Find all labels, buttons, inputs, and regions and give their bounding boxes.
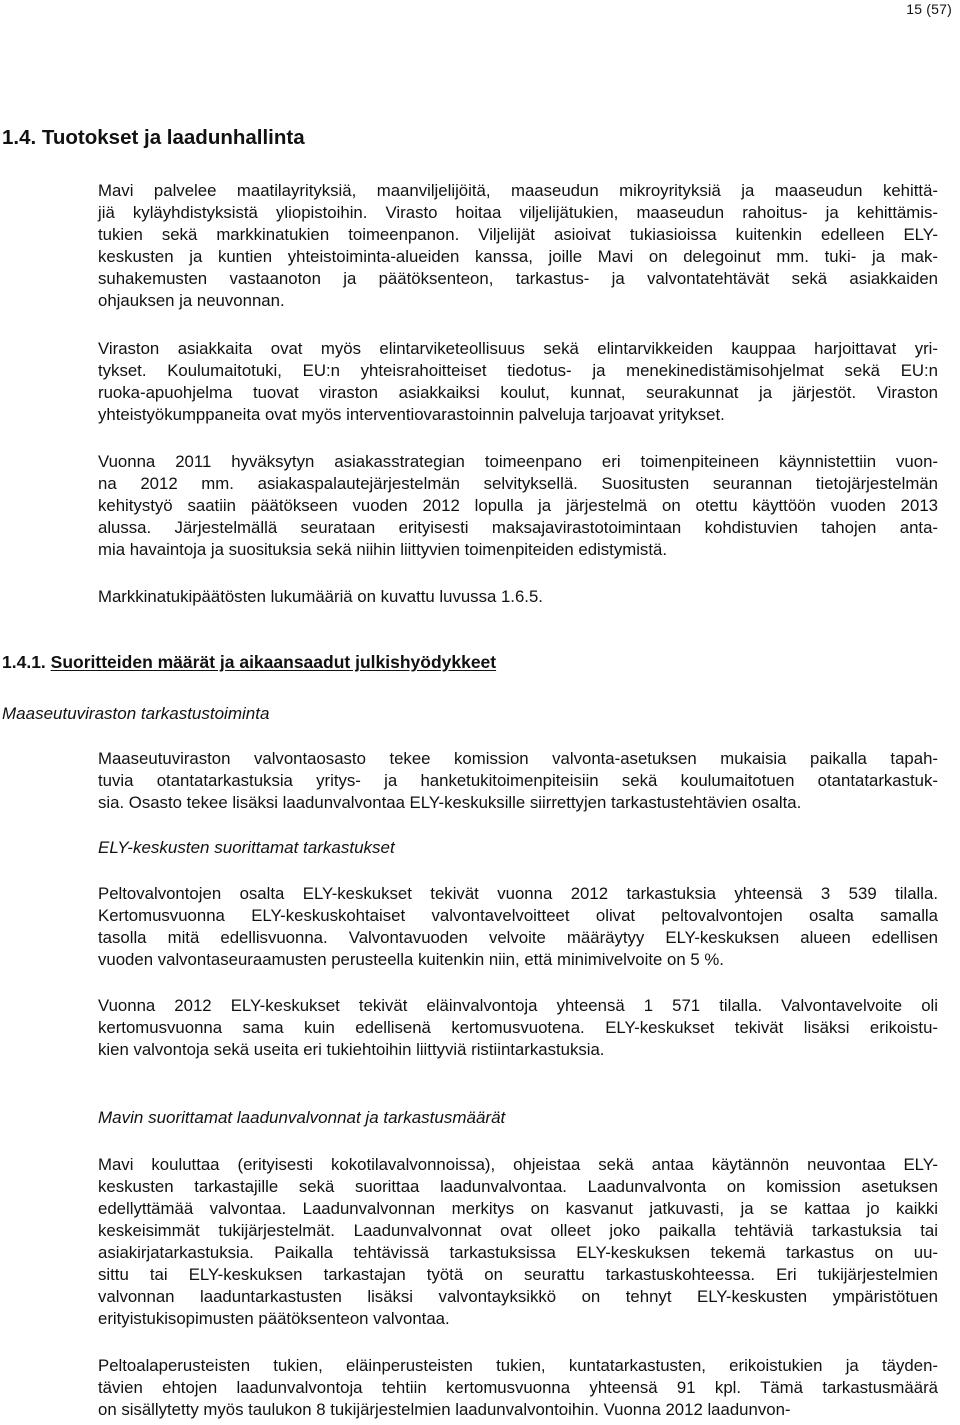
text-line: Vuonna 2011 hyväksytyn asiakasstrategian toimeenpano eri toimenpiteineen käynnistettiin vuon-: [98, 452, 938, 471]
text-line: keskeisimmät tukijärjestelmät. Laadunvalvonnat ovat olleet joko paikalla tehtäviä tarkastuksia tai: [98, 1221, 938, 1240]
text-line: erityistukisopimusten päätöksenteon valvontaa.: [98, 1309, 450, 1328]
text-line: Mavi kouluttaa (erityisesti kokotilavalvonnoissa), ohjeistaa sekä antaa käytännön neuvontaa ELY-: [98, 1155, 938, 1174]
page-number: 15 (57): [906, 1, 952, 17]
text-line: na 2012 mm. asiakaspalautejärjestelmän selvityksellä. Suositusten seurannan tietojärjestelmän: [98, 474, 938, 493]
intro-paragraph-2: [98, 338, 938, 426]
text-line: Vuonna 2012 ELY-keskukset tekivät eläinvalvontoja yhteensä 1 571 tilalla. Valvontavelvoite oli: [98, 996, 938, 1015]
text-line: valvonnan laaduntarkastusten lisäksi valvontayksikkö on tehnyt ELY-keskusten ympäristötuen: [98, 1287, 938, 1306]
subsection-number: 1.4.1.: [2, 652, 46, 672]
text-line: tukien sekä markkinatukien toimeenpanon. Viljelijät asioivat tukiasioissa kuitenkin edelleen ELY-: [98, 225, 938, 244]
text-line: keskusten ja kuntien yhteistoiminta-alueiden kanssa, joille Mavi on delegoinut mm. tuki- ja mak-: [98, 247, 938, 266]
text-line: tävien ehtojen laadunvalvontoja tehtiin kertomusvuonna yhteensä 91 kpl. Tämä tarkastusmäärä: [98, 1378, 938, 1397]
text-line: Maaseutuviraston valvontaosasto tekee komission valvonta-asetuksen mukaisia paikalla tapah-: [98, 749, 938, 768]
text-line: Peltovalvontojen osalta ELY-keskukset tekivät vuonna 2012 tarkastuksia yhteensä 3 539 tilalla.: [98, 884, 938, 903]
mavi-paragraph-1: [98, 1154, 938, 1330]
text-line: ohjauksen ja neuvonnan.: [98, 291, 285, 310]
text-line: alussa. Järjestelmällä seurataan erityisesti maksajavirastotoimintaan kohdistuvien tahojen anta-: [98, 518, 938, 537]
subsection-heading: [2, 652, 496, 673]
mavi-label: Mavin suorittamat laadunvalvonnat ja tarkastusmäärät: [98, 1108, 506, 1127]
text-line: keskusten tarkastajille sekä suorittaa laadunvalvontaa. Laadunvalvonta on komission asetuksen: [98, 1177, 938, 1196]
text-line: mia havaintoja ja suosituksia sekä niihin liittyvien toimenpiteiden edistymistä.: [98, 540, 667, 559]
text-line: ruoka-apuohjelma tuovat viraston asiakkaiksi koulut, kunnat, seurakunnat ja järjestöt. Viraston: [98, 383, 938, 402]
text-line: sittu tai ELY-keskuksen tarkastajan työtä on seurattu tarkastuskohteessa. Eri tukijärjestelmien: [98, 1265, 938, 1284]
text-line: suhakemusten vastaanoton ja päätöksenteon, tarkastus- ja valvontatehtävät sekä asiakkaiden: [98, 269, 938, 288]
text-line: tykset. Koulumaitotuki, EU:n yhteisrahoitteiset tiedotus- ja menekinedistämisohjelmat sekä EU:n: [98, 361, 938, 380]
text-line: edellyttämää valvontaa. Laadunvalvonnan merkitys on kasvanut jatkuvasti, ja se kattaa jo kaikki: [98, 1199, 938, 1218]
text-line: Mavi palvelee maatilayrityksiä, maanviljelijöitä, maaseudun mikroyrityksiä ja maaseudun kehittä-: [98, 181, 938, 200]
text-line: tuvia otantatarkastuksia yritys- ja hanketukitoimenpiteisiin sekä koulumaitotuen otantatarkastuk-: [98, 771, 938, 790]
text-line: Markkinatukipäätösten lukumääriä on kuvattu luvussa 1.6.5.: [98, 587, 543, 606]
ely-label: ELY-keskusten suorittamat tarkastukset: [98, 838, 395, 857]
mavi-paragraph-2: [98, 1355, 938, 1421]
text-line: on sisällytetty myös taulukon 8 tukijärjestelmien laadunvalvontoihin. Vuonna 2012 laadunvon-: [98, 1400, 791, 1419]
text-line: jiä kyläyhdistyksistä yliopistoihin. Virasto hoitaa viljelijätukien, maaseudun rahoitus- ja kehittämis-: [98, 203, 938, 222]
text-line: Kertomusvuonna ELY-keskuskohtaiset valvontavelvoitteet olivat peltovalvontojen osalta samalla: [98, 906, 938, 925]
text-line: kertomusvuonna sama kuin edellisenä kertomusvuotena. ELY-keskukset tekivät lisäksi erikoistu-: [98, 1018, 938, 1037]
section-label-inspection: Maaseutuviraston tarkastustoiminta: [2, 704, 270, 723]
text-line: vuoden valvontaseuraamusten perusteella kuitenkin niin, että minimivelvoite on 5 %.: [98, 950, 724, 969]
ely-paragraph-2: [98, 995, 938, 1061]
text-line: Peltoalaperusteisten tukien, eläinperusteisten tukien, kuntatarkastusten, erikoistukien ja täyden-: [98, 1356, 938, 1375]
text-line: yhteistyökumppaneita ovat myös interventiovarastoinnin palveluja tarjoavat yritykset.: [98, 405, 725, 424]
inspection-paragraph: [98, 748, 938, 814]
text-line: Viraston asiakkaita ovat myös elintarviketeollisuus sekä elintarvikkeiden kauppaa harjoittavat yri-: [98, 339, 938, 358]
ely-paragraph-1: [98, 883, 938, 971]
subsection-title: Suoritteiden määrät ja aikaansaadut julkishyödykkeet: [50, 652, 497, 672]
text-line: kien valvontoja sekä useita eri tukiehtoihin liittyviä ristiintarkastuksia.: [98, 1040, 605, 1059]
intro-paragraph-1: [98, 180, 938, 312]
intro-paragraph-4: [98, 586, 938, 608]
text-line: kehitystyö saatiin päätökseen vuoden 2012 lopulla ja järjestelmä on otettu käyttöön vuoden 2013: [98, 496, 938, 515]
intro-paragraph-3: [98, 451, 938, 561]
text-line: tasolla mitä edellisvuonna. Valvontavuoden velvoite määräytyy ELY-keskuksen alueen edellisen: [98, 928, 938, 947]
text-line: sia. Osasto tekee lisäksi laadunvalvontaa ELY-keskuksille siirrettyjen tarkastustehtävien osalta.: [98, 793, 802, 812]
text-line: asiakirjatarkastuksia. Paikalla tehtävissä tarkastuksissa ELY-keskuksen tekemä tarkastus on uu-: [98, 1243, 938, 1262]
section-heading: 1.4. Tuotokset ja laadunhallinta: [2, 126, 305, 149]
